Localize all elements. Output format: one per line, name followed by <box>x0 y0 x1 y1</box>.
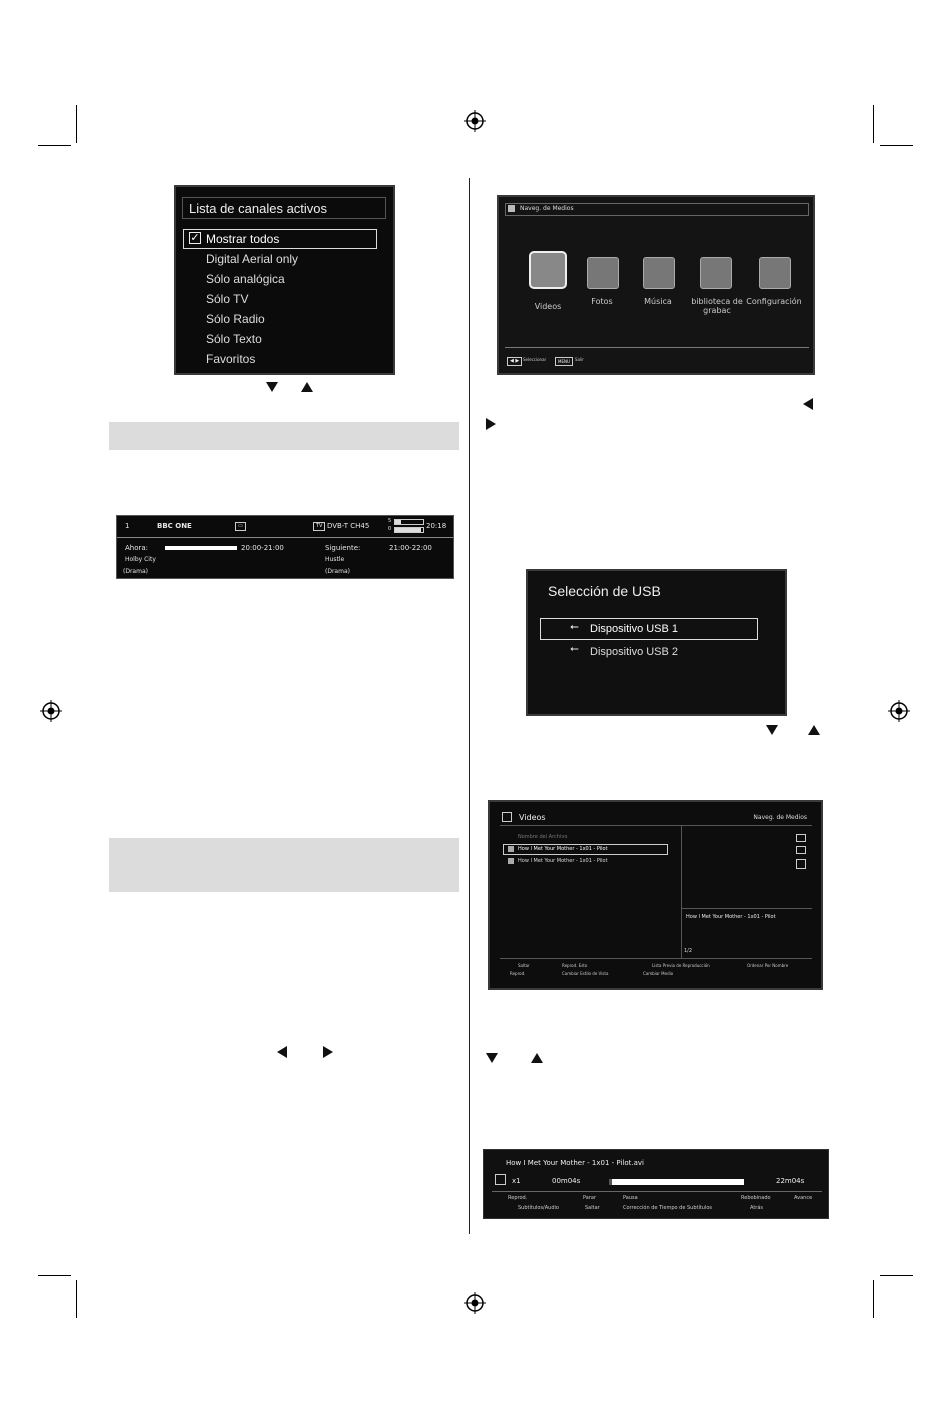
player-help-separator <box>492 1191 822 1192</box>
crop-mark <box>76 1280 77 1318</box>
player-bar <box>483 1149 829 1219</box>
channel-list-item[interactable]: Favoritos <box>206 352 256 366</box>
preview-icon <box>796 834 806 842</box>
arrow-down-icon <box>766 725 778 735</box>
footer-select: Seleccionar <box>523 357 547 362</box>
videos-right-title: Naveg. de Medios <box>753 814 807 821</box>
usb-device-item[interactable]: Dispositivo USB 1 <box>590 623 679 635</box>
player-filename: How I Met Your Mother - 1x01 - Pilot.avi <box>506 1159 645 1167</box>
media-label-videos: Videos <box>534 302 562 311</box>
channel-list-item[interactable]: Digital Aerial only <box>206 252 299 266</box>
channel-list-item[interactable]: Sólo Radio <box>206 312 265 326</box>
channel-list-item[interactable]: Mostrar todos <box>206 232 280 246</box>
arrow-up-icon <box>301 382 313 392</box>
media-browser-screen <box>497 195 815 375</box>
registration-mark-icon <box>464 110 486 132</box>
videos-icon <box>502 812 512 822</box>
menu-key: MENU <box>555 357 573 366</box>
help-play: Reprod. <box>510 971 526 976</box>
channel-list-item[interactable]: Sólo analógica <box>206 272 285 286</box>
now-time: 20:00-21:00 <box>241 544 284 552</box>
left-right-keys-icon: ◀ ▶ <box>507 357 522 366</box>
channel-number: 1 <box>125 522 130 530</box>
player-speed: x1 <box>512 1177 521 1185</box>
banner-separator <box>117 537 453 538</box>
help-sort: Ordenar Por Nombre <box>747 963 789 968</box>
info-banner <box>116 515 454 579</box>
arrow-left-icon <box>277 1046 287 1058</box>
footer-exit: Salir <box>575 357 584 362</box>
player-total: 22m04s <box>776 1177 805 1185</box>
player-progress-track[interactable] <box>609 1179 744 1185</box>
channel-list-item[interactable]: Sólo Texto <box>206 332 262 346</box>
help-stop: Parar <box>583 1195 597 1201</box>
section-heading-bar <box>109 838 459 892</box>
crop-mark <box>873 1280 874 1318</box>
help-jump: Saltar <box>518 963 530 968</box>
check-icon: ✓ <box>190 232 200 244</box>
preview-separator <box>682 908 812 909</box>
registration-mark-icon <box>40 700 62 722</box>
file-icon <box>508 846 514 852</box>
arrow-right-icon <box>323 1046 333 1058</box>
media-footer-separator <box>505 347 809 348</box>
crop-mark <box>76 105 77 143</box>
media-label-settings: Configuración <box>746 297 802 306</box>
settings-icon[interactable] <box>759 257 791 289</box>
page-indicator: 1/2 <box>684 948 693 954</box>
next-label: Siguiente: <box>325 544 361 552</box>
media-label-photos: Fotos <box>591 297 613 306</box>
help-rewind: Rebobinado <box>741 1195 771 1201</box>
help-change-media: Cambiar Medio <box>643 971 674 976</box>
registration-mark-icon <box>464 1292 486 1314</box>
file-icon <box>508 858 514 864</box>
level-s-label: 5 <box>388 518 392 524</box>
player-progress-fill <box>609 1179 612 1185</box>
preview-icon <box>796 859 806 869</box>
file-row[interactable]: How I Met Your Mother - 1x01 - Pilot <box>518 846 608 852</box>
photos-icon[interactable] <box>587 257 619 289</box>
help-subtitle-timing: Corrección de Tiempo de Subtítulos <box>623 1205 713 1211</box>
help-view-style: Cambiar Estilo de Vista <box>562 971 609 976</box>
arrow-up-icon <box>531 1053 543 1063</box>
next-title: Hustle <box>325 556 345 563</box>
arrow-up-icon <box>808 725 820 735</box>
videos-header-separator <box>500 825 812 826</box>
help-playlist: Lista Previa de Reproducción <box>652 963 710 968</box>
crop-mark <box>880 1275 913 1276</box>
crop-mark <box>873 105 874 143</box>
help-subtitles: Subtítulos/Audio <box>518 1205 559 1211</box>
help-back: Atrás <box>750 1205 764 1211</box>
channel-list-title: Lista de canales activos <box>182 197 386 219</box>
usb-selection-screen <box>526 569 787 716</box>
next-genre: (Drama) <box>325 568 350 575</box>
media-label-music: Música <box>644 297 672 306</box>
preview-icon <box>796 846 806 854</box>
crop-mark <box>38 145 71 146</box>
file-row[interactable]: How I Met Your Mother - 1x01 - Pilot <box>518 858 608 864</box>
signal-quality-bar <box>394 527 424 533</box>
registration-mark-icon <box>888 700 910 722</box>
arrow-down-icon <box>486 1053 498 1063</box>
now-label: Ahora: <box>125 544 149 552</box>
help-separator <box>500 958 812 959</box>
now-title: Holby City <box>125 556 156 563</box>
recordings-icon[interactable] <box>700 257 732 289</box>
videos-title: Videos <box>519 813 546 822</box>
videos-column-separator <box>681 826 682 958</box>
channel-list-screen <box>174 185 395 375</box>
column-divider <box>469 178 470 1234</box>
media-browser-icon <box>508 205 515 212</box>
tv-icon: TV <box>313 522 325 531</box>
media-browser-title: Naveg. de Medios <box>520 205 574 212</box>
usb-icon: ⭠ <box>570 643 579 655</box>
usb-selection-title: Selección de USB <box>548 583 661 599</box>
section-heading-bar <box>109 422 459 450</box>
usb-icon: ⭠ <box>570 621 579 633</box>
crop-mark <box>38 1275 71 1276</box>
column-header: Nombre del Archivo <box>518 834 568 840</box>
help-forward: Avance <box>794 1195 813 1201</box>
help-jump: Saltar <box>585 1205 600 1211</box>
usb-device-item[interactable]: Dispositivo USB 2 <box>590 646 679 658</box>
now-genre: (Drama) <box>123 568 148 575</box>
videos-browser-screen <box>488 800 823 990</box>
help-play: Reprod. <box>508 1195 528 1201</box>
help-pause: Pausa <box>623 1195 638 1201</box>
play-icon <box>495 1174 506 1185</box>
clock: 20:18 <box>426 522 447 530</box>
channel-name: BBC ONE <box>157 522 192 530</box>
crop-mark <box>880 145 913 146</box>
subtitle-icon: ▭ <box>235 522 246 531</box>
media-label-recordings: biblioteca de grabac <box>691 297 743 315</box>
arrow-left-icon <box>803 398 813 410</box>
signal-level-bar <box>394 519 424 525</box>
videos-icon[interactable] <box>529 251 567 289</box>
signal-info: DVB-T CH45 <box>327 522 370 530</box>
player-elapsed: 00m04s <box>552 1177 581 1185</box>
channel-list-item[interactable]: Sólo TV <box>206 292 249 306</box>
help-play-this: Reprod. Esto <box>562 963 588 968</box>
now-progress-bar <box>165 546 237 550</box>
arrow-down-icon <box>266 382 278 392</box>
next-time: 21:00-22:00 <box>389 544 432 552</box>
level-q-label: 0 <box>388 526 392 532</box>
preview-title: How I Met Your Mother - 1x01 - Pilot <box>686 914 776 920</box>
arrow-right-icon <box>486 418 496 430</box>
music-icon[interactable] <box>643 257 675 289</box>
